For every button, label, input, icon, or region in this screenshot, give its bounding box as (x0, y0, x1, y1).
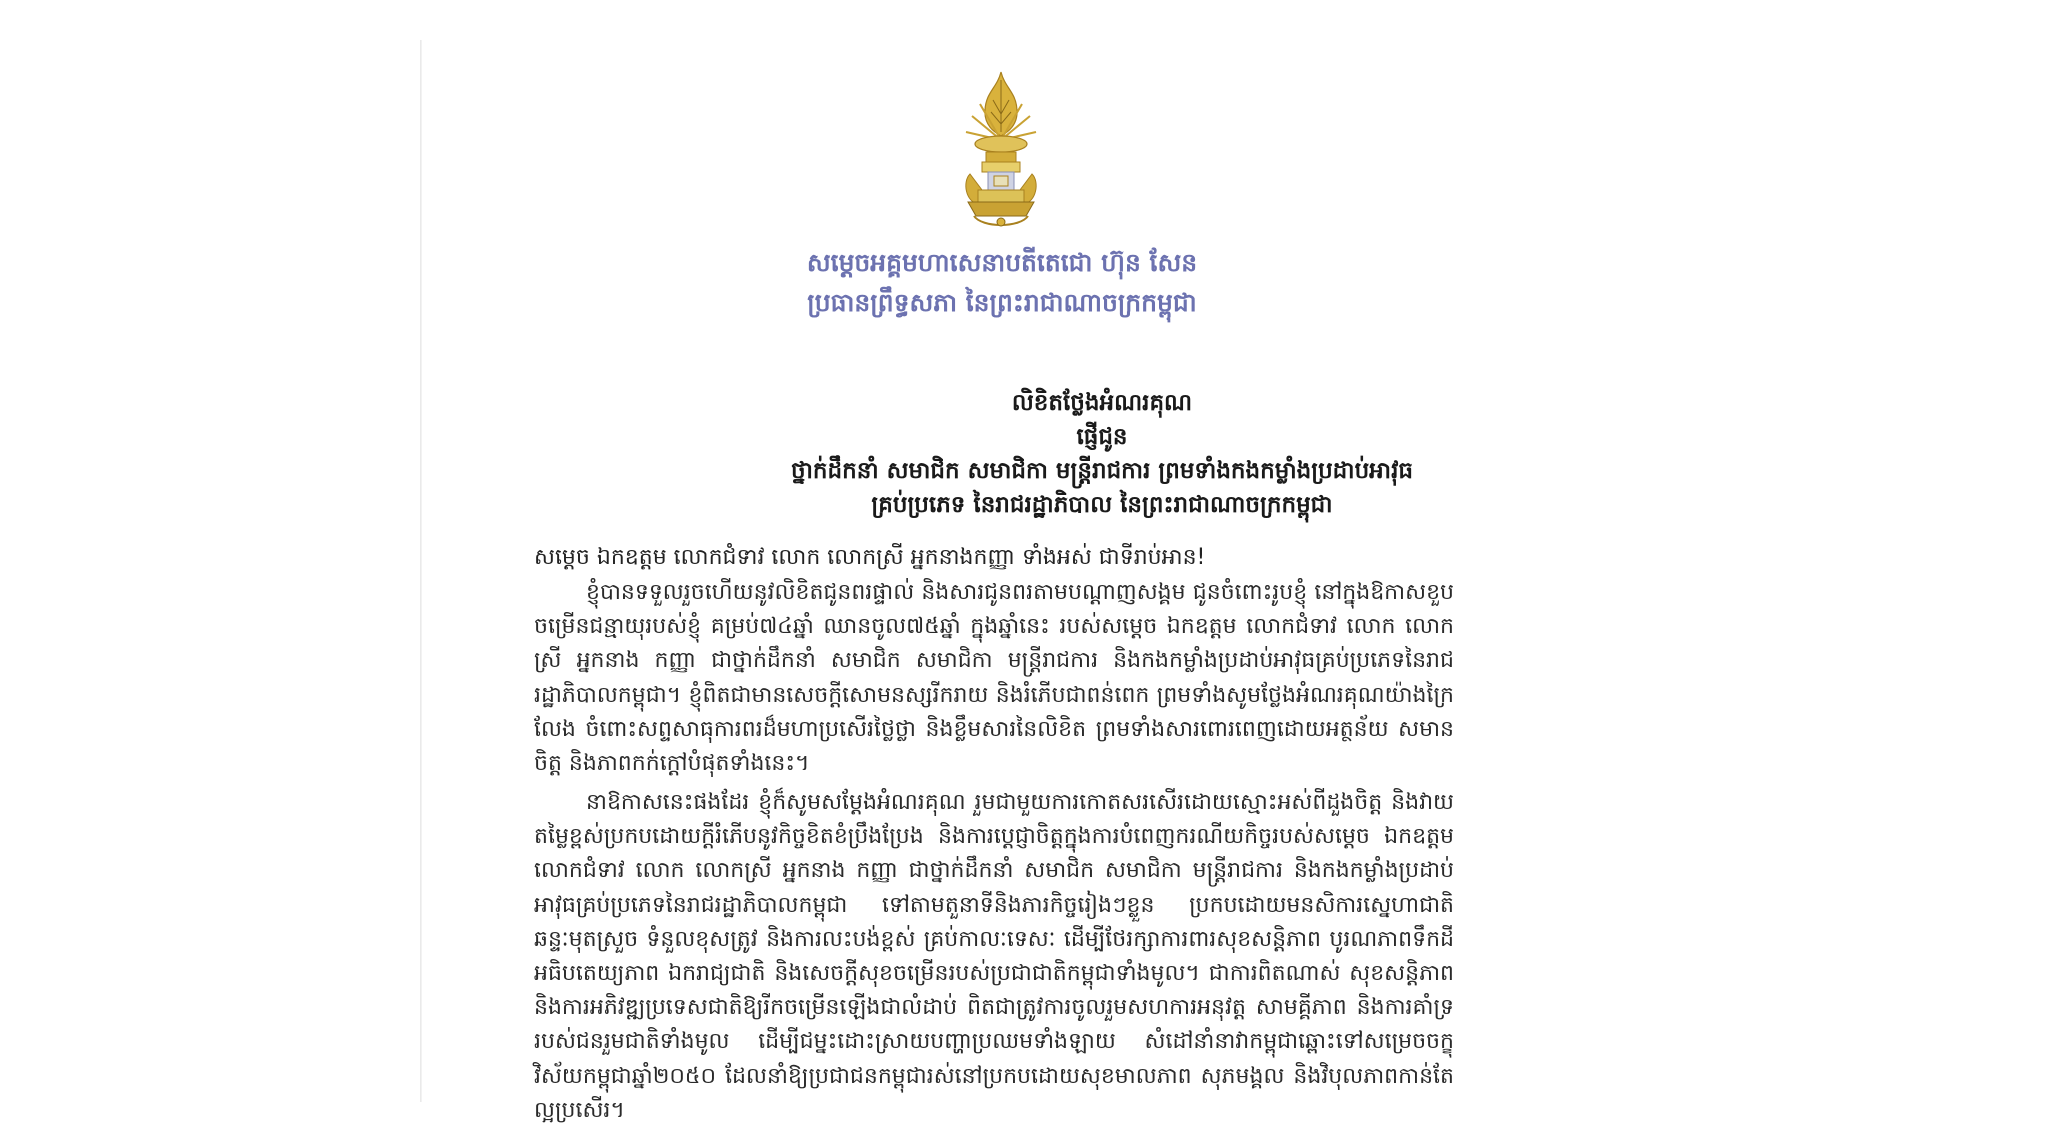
sender-title: ប្រធានព្រឹទ្ធសភា នៃព្រះរាជាណាចក្រកម្ពុជា (807, 288, 1197, 317)
recipients-line-2: គ្រប់ប្រភេទ នៃរាជរដ្ឋាភិបាល នៃព្រះរាជាណាចក្រកម្ពុជា (871, 492, 1333, 518)
paragraph-2: នាឱកាសនេះផងដែរ ខ្ញុំក៏សូមសម្តែងអំណរគុណ រួមជាមួយការកោតសរសើរដោយស្មោះអស់ពីដួងចិត្ត និងវាយតម្លៃខ្ពស់ប្រកបដោយក្តីរំភើបនូវកិច្ចខិតខំប្រឹងប្រែង និងការប្តេជ្ញាចិត្តក្នុងការបំពេញករណីយកិច្ចរបស់សម្តេច ឯកឧត្តម លោកជំទាវ លោក លោកស្រី អ្នកនាង កញ្ញា ជាថ្នាក់ដឹកនាំ សមាជិក សមាជិកា មន្ត្រីរាជការ និងកងកម្លាំងប្រដាប់អាវុធគ្រប់ប្រភេទនៃរាជរដ្ឋាភិបាលកម្ពុជា ទៅតាមតួនាទីនិងភារកិច្ចរៀងៗខ្លួន ប្រកបដោយមនសិការស្នេហាជាតិ ឆន្ទៈមុតស្រួច ទំនួលខុសត្រូវ និងការលះបង់ខ្ពស់ គ្រប់កាលៈទេសៈ ដើម្បីថែរក្សាការពារសុខសន្តិភាព បូរណភាពទឹកដី អធិបតេយ្យភាព ឯករាជ្យជាតិ និងសេចក្តីសុខចម្រើនរបស់ប្រជាជាតិកម្ពុជាទាំងមូល។ ជាការពិតណាស់ សុខសន្តិភាព និងការអភិវឌ្ឍប្រទេសជាតិឱ្យរីកចម្រើនឡើងជាលំដាប់ ពិតជាត្រូវការចូលរួមសហការអនុវត្ត សាមគ្គីភាព និងការគាំទ្ររបស់ជនរួមជាតិទាំងមូល ដើម្បីជម្នះដោះស្រាយបញ្ហាប្រឈមទាំងឡាយ សំដៅនាំនាវាកម្ពុជាឆ្ពោះទៅសម្រេចចក្ខុវិស័យកម្ពុជាឆ្នាំ២០៥០ ដែលនាំឱ្យប្រជាជនកម្ពុជារស់នៅប្រកបដោយសុខមាលភាព សុភមង្គល និងវិបុលភាពកាន់តែល្អប្រសើរ។ (534, 790, 1454, 1123)
recipients-line-1: ថ្នាក់ដឹកនាំ សមាជិក សមាជិកា មន្ត្រីរាជការ ព្រមទាំងកងកម្លាំងប្រដាប់អាវុធ (791, 458, 1413, 484)
sender-name: សម្តេចអគ្គមហាសេនាបតីតេជោ ហ៊ុន សែន (806, 248, 1198, 277)
letter-title: លិខិតថ្លែងអំណរគុណ (1011, 390, 1193, 416)
letter-subtitle: ផ្ញើជូន (1076, 424, 1128, 450)
letter-document (422, 0, 2059, 1123)
greeting: សម្តេច ឯកឧត្តម លោកជំទាវ លោក លោកស្រី អ្នកនាងកញ្ញា ទាំងអស់ ជាទីរាប់អាន! (534, 545, 1206, 570)
cambodian-royal-emblem-icon (952, 70, 1050, 235)
paragraph-1: ខ្ញុំបានទទួលរួចហើយនូវលិខិតជូនពរផ្ទាល់ និងសារជូនពរតាមបណ្តាញសង្គម ជូនចំពោះរូបខ្ញុំ នៅក្នុងឱកាសខួបចម្រើនជន្មាយុរបស់ខ្ញុំ គម្រប់៧៤ឆ្នាំ ឈានចូល៧៥ឆ្នាំ ក្នុងឆ្នាំនេះ របស់សម្តេច ឯកឧត្តម លោកជំទាវ លោក លោកស្រី អ្នកនាង កញ្ញា ជាថ្នាក់ដឹកនាំ សមាជិក សមាជិកា មន្ត្រីរាជការ និងកងកម្លាំងប្រដាប់អាវុធគ្រប់ប្រភេទនៃរាជរដ្ឋាភិបាលកម្ពុជា។ ខ្ញុំពិតជាមានសេចក្តីសោមនស្សរីករាយ និងរំភើបជាពន់ពេក ព្រមទាំងសូមថ្លែងអំណរគុណយ៉ាងក្រៃលែង ចំពោះសព្ទសាធុការពរដ៏មហាប្រសើរថ្លៃថ្លា និងខ្លឹមសារនៃលិខិត ព្រមទាំងសារពោរពេញដោយអត្ថន័យ សមានចិត្ត និងភាពកក់ក្តៅបំផុតទាំងនេះ។ (534, 580, 1454, 777)
